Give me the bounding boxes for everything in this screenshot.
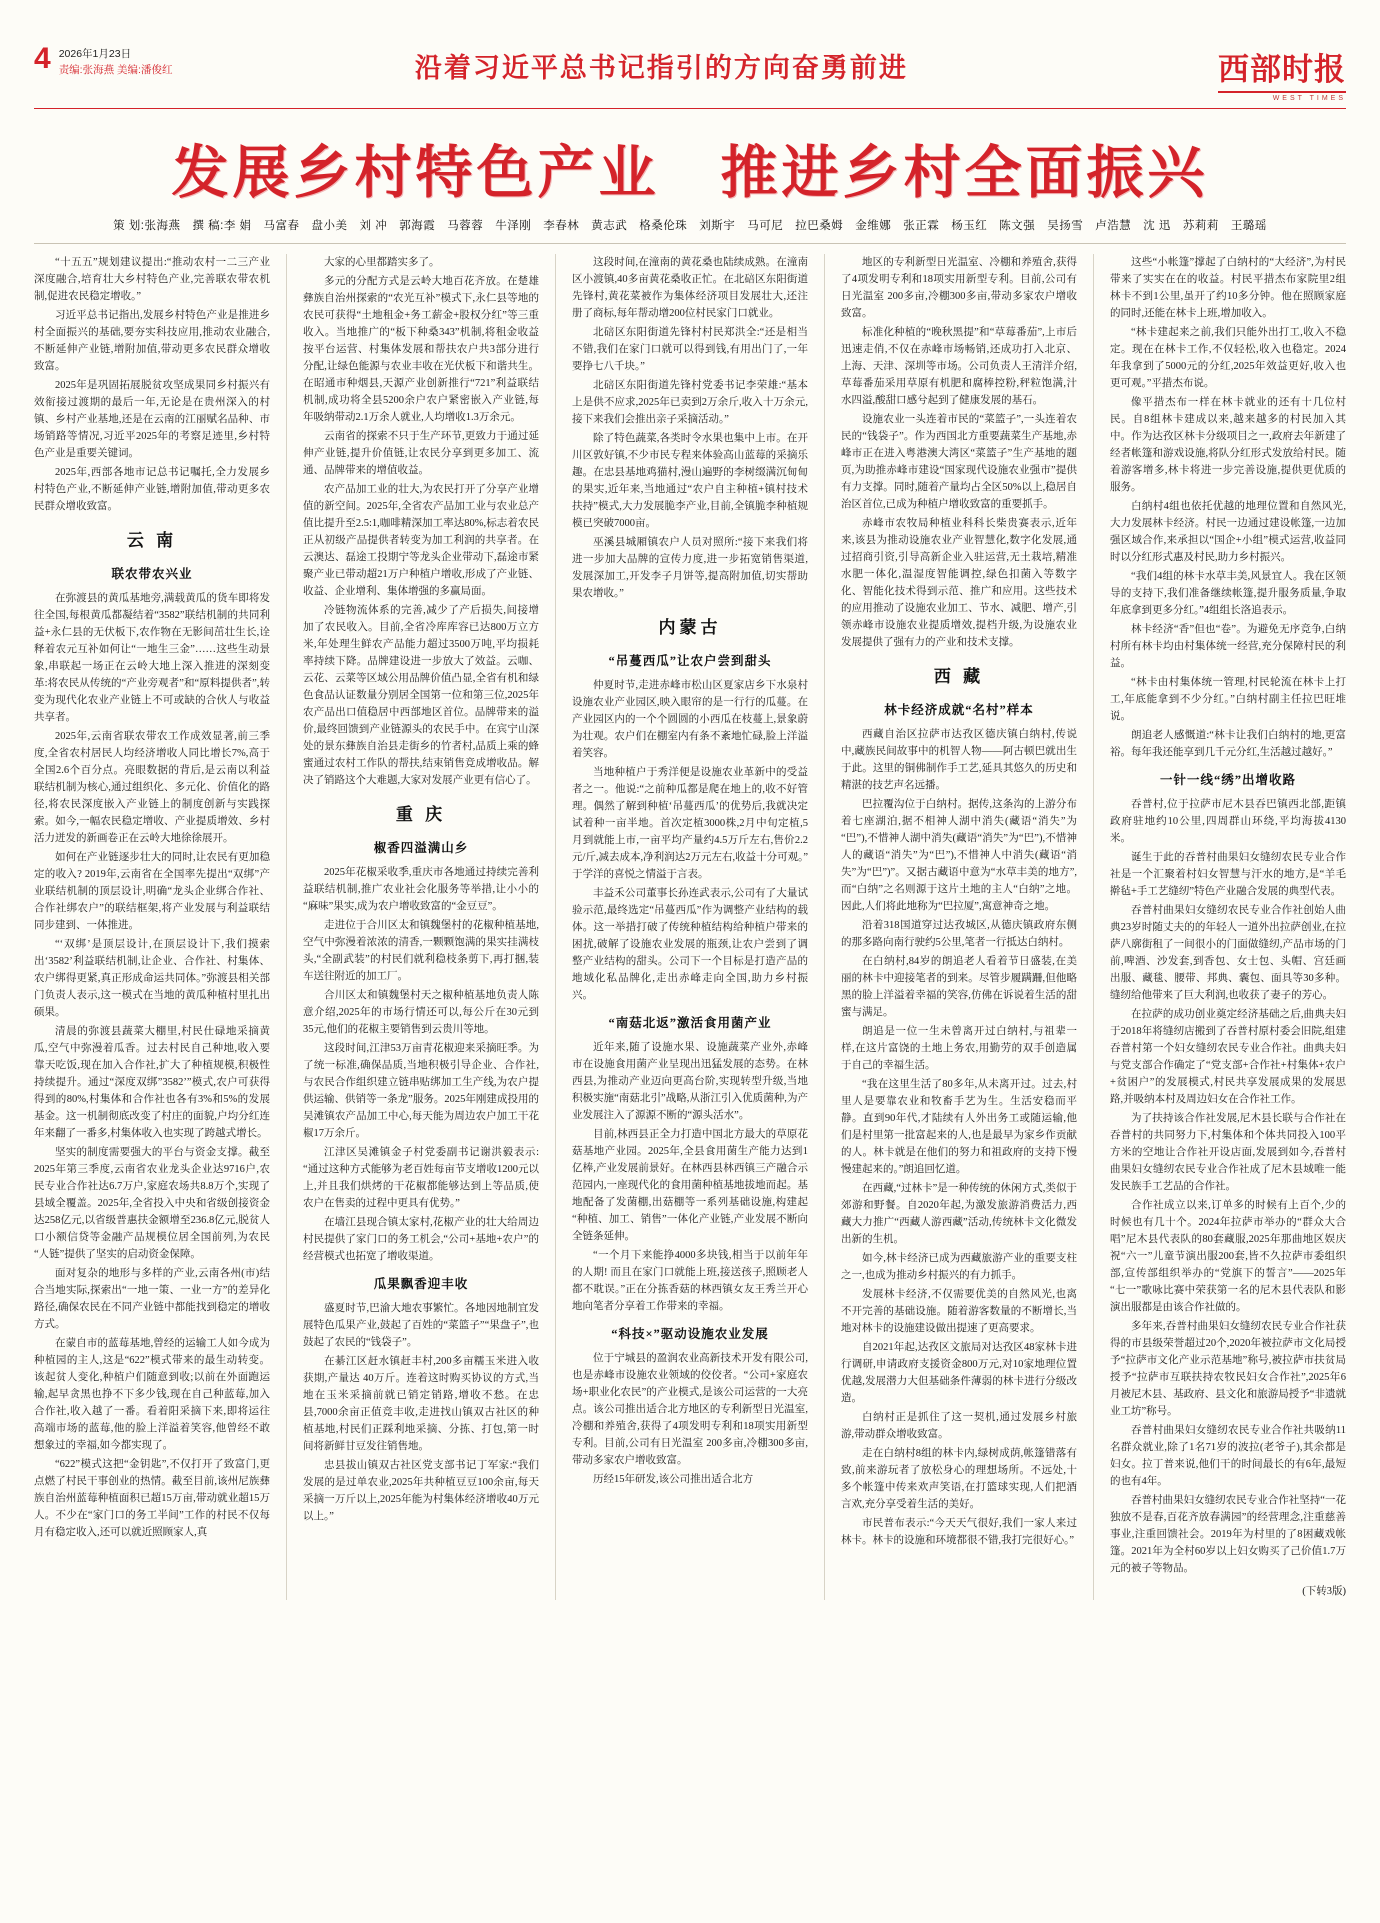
article-paragraph: 在墙江县现合镇太家村,花椒产业的壮大给周边村民提供了家门口的务工机会,“公司+基地+农户”的经营模式也拓宽了增收渠道。 <box>303 1216 539 1262</box>
subsection-heading: 椒香四溢满山乡 <box>373 840 469 855</box>
article-paragraph: 为了扶持该合作社发展,尼木县长联与合作社在吞普村的共同努力下,村集体和个体共同投入100平方米的空地让合作社开设店面,发展到如今,吞普村曲果妇女缝纫农民专业合作社成了尼木县域唯一能发民族手工艺品的合作社。 <box>1110 1113 1346 1193</box>
article-paragraph: 赤峰市农牧局种植业科科长柴贵赛表示,近年来,该县为推动设施农业产业智慧化,数字化发展,通过招商引资,引导高新企业入驻运营,无土栽培,精准水肥一体化,温湿度智能调控,绿色扣菌入等数字化、智能化技术得到示范、推广和应用。这些技术的应用推动了设施农业加工、节水、减肥、增产,引领赤峰市设施农业提质增效,提档升级,为设施农业发展提供了强有力的产业和技术支撑。 <box>841 518 1077 648</box>
article-paragraph: 多元的分配方式是云岭大地百花齐放。在楚雄彝族自治州探索的“农光互补”模式下,永仁县等地的农民可获得“土地租金+务工薪金+股权分红”等三重收入。当地推广的“板下种桑343”机制,将租金收益按平台运营、村集体发展和帮扶农户共3部分进行分配,让绿色能源与农业丰收在光伏板下和谐共生。在昭通市种烟县,天源产业创新推行“721”利益联结机制,成功将全县5200余户农户紧密嵌入产业链,每年吸纳带动2.1万余人就业,人均增收1.3万余元。 <box>303 276 539 423</box>
article-paragraph: 吞普村曲果妇女缝纫农民专业合作社创始人曲典23岁时随丈夫的的年轻人一道外出拉萨创业,在拉萨八廓街租了一间很小的门面做缝纫,产品市场的门前,啤酒、沙发套,到香包、女士包、头帽、宫廷画出服、藏毯、腰带、邦典、囊包、面具等30多种。缝纫给他带来了巨大利润,也收获了妻子的芳心。 <box>1110 905 1346 1002</box>
article-column <box>824 254 1077 1600</box>
article-paragraph: 除了特色蔬菜,各类时令水果也集中上市。在开川区敦好镇,不少市民专程来体验高山蓝莓的采摘乐趣。在忠县基地鸡猫村,漫山遍野的李树缀满沉甸甸的果实,近年来,当地通过“农户自主种植+镇村技术扶持”模式,大力发展脆李产业,目前,全镇脆李种植规模已突破7000亩。 <box>572 433 808 529</box>
brand-name-en: WEST TIMES <box>1272 95 1346 102</box>
article-paragraph: 2025年,西部各地市记总书记嘱托,全力发展乡村特色产业,不断延伸产业链,增附加值,带动更多农民群众增收致富。 <box>34 467 270 512</box>
byline: 策 划:张海燕 撰 稿:李 娟 马富春 盘小美 刘 冲 郭海霞 马蓉蓉 牛泽刚 李春林 黄志武 格桑伦珠 刘斯宇 马可尼 拉巴桑姆 金维娜 张正霖 杨玉红 陈文强 吴扬雪 卢浩慧 沈 迅 苏莉莉 王璐瑶 <box>113 220 1267 232</box>
article-paragraph: 合作社成立以来,订单多的时候有上百个,少的时候也有几十个。2024年拉萨市举办的“群众大合唱”尼木县代表队的80套藏服,2025年那曲地区娱庆祝“六一”儿童节演出服200套,皆不久拉萨市委组织部,宣传部组织举办的“党旗下的誓言”——2025年“七一”歌咏比赛中荣获第一名的尼木县代表队和影演出服都是由该合作社做的。 <box>1110 1200 1346 1314</box>
article-paragraph: 设施农业一头连着市民的“菜篮子”,一头连着农民的“钱袋子”。作为西国北方重要蔬菜生产基地,赤峰市正在进入粤港澳大湾区“菜篮子”生产基地的题页,为助推赤峰市建设“国家现代设施农业强市”提供有力支撑。同时,随着产量均占全区50%以上,稳居自治区首位,已成为种植户增收致富的重要抓手。 <box>841 414 1077 510</box>
masthead-divider <box>34 108 1346 109</box>
subsection-heading: “南菇北返”激活食用菌产业 <box>608 1015 772 1030</box>
article-paragraph: 走进位于合川区太和镇魏堡村的花椒种植基地,空气中弥漫着浓浓的清香,一颗颗饱满的果实挂满枝头,“全副武装”的村民们就利稳枝条剪下,再打捆,装车送往附近的加工厂。 <box>303 919 539 982</box>
article-paragraph: 这些“小帐篷”撑起了白纳村的“大经济”,为村民带来了实实在在的收益。村民平措杰布家院里2组林卡不到1公里,虽开了约10多分钟。他在照顾家庭的同时,还能在林卡上班,增加收入。 <box>1110 257 1346 319</box>
article-paragraph: 标准化种植的“晚秋黑提”和“草莓番茄”,上市后迅速走俏,不仅在赤峰市场畅销,还成功打入北京、上海、天津、深圳等市场。公司负责人王清洋介绍,草莓番茄采用草原有机肥和腐棒控粉,秤粒饱满,汁水四溢,酸甜口感兮起到了健康发展的基石。 <box>841 327 1077 406</box>
title-divider <box>34 243 1346 244</box>
subsection-heading: “吊蔓西瓜”让农户尝到甜头 <box>608 653 772 668</box>
article-paragraph: 吞普村曲果妇女缝纫农民专业合作社坚持“一花独放不是春,百花齐放春满园”的经营理念,注重慈善事业,注重回馈社会。2019年为村里的了8困藏戏帐篷。2021年为全村60岁以上妇女购买了己价值1.7万元的被子等物品。 <box>1110 1495 1346 1575</box>
article-paragraph: 江津区吴滩镇金子村党委副书记谢洪毅表示:“通过这种方式能够为老百姓每亩节支增收1200元以上,并且我们烘烤的干花椒都能够达到上等品质,使农户在售卖的过程中更具有优势。” <box>303 1146 539 1209</box>
article-paragraph: 地区的专利新型日光温室、冷棚和养殖舍,获得了4项发明专利和18项实用新型专利。目前,公司有日光温室 200多亩,冷棚300多亩,带动多家农户增收致富。 <box>841 257 1077 319</box>
article-paragraph: 在拉萨的成功创业奠定经济基础之后,曲典夫妇于2018年将缝纫店搬到了吞普村原村委会旧院,组建吞普村第一个妇女缝纫农民专业合作社。曲典夫妇与党支部合作确定了“党支部+合作社+村集体+农户+贫困户”的发展模式,村民共享发展成果的发展思路,并吸纳本村及周边妇女在合作社工作。 <box>1110 1009 1346 1106</box>
article-paragraph: “林卡建起来之前,我们只能外出打工,收入不稳定。现在在林卡工作,不仅轻松,收入也稳定。2024年我拿到了5000元的分红,2025年效益更好,收入也更可观。”平措杰布说。 <box>1110 327 1346 389</box>
article-paragraph: 2025年是巩固拓展脱贫攻坚成果同乡村振兴有效衔接过渡期的最后一年,无论是在贵州深入的村镇、乡村产业基地,还是在云南的江丽赋名品种、市场销路等情况,习近平2025年的考察足迹里,乡村特色产业是重要关键词。 <box>34 380 270 459</box>
header-slogan: 沿着习近平总书记指引的方向奋勇前进 <box>414 53 908 83</box>
article-paragraph: “十五五”规划建议提出:“推动农村一二三产业深度融合,培育壮大乡村特色产业,完善联农带农机制,促进农民稳定增收。” <box>34 257 270 302</box>
article-paragraph: 2025年花椒采收季,重庆市各地通过持续完善利益联结机制,推广农业社会化服务等举措,让小小的“麻味”果实,成为农户增收致富的“金豆豆”。 <box>303 866 539 912</box>
editor-credits: 责编:张海燕 美编:潘俊红 <box>58 63 173 76</box>
article-paragraph: 在蒙自市的蓝莓基地,曾经的运输工人如今成为种植园的主人,这是“622”模式带来的最生动转变。该起贫人变化,种植户们随意到收;以前在外面跑运输,起早贪黑也挣不下多少钱,现在自己种蓝莓,加入合作社,收入越了一番。看着阳采摘下来,即将运往高端市场的蓝莓,他的脸上洋溢着笑容,他曾经不敢想象过的幸福,如今都实现了。 <box>34 1337 270 1451</box>
article-paragraph: 林卡经济“香”但也“卷”。为避免无序竞争,白纳村所有林卡均由村集体统一经营,充分保障村民的利益。 <box>1110 624 1346 669</box>
region-heading: 西 藏 <box>933 667 985 686</box>
article-paragraph: “我们4组的林卡水草丰美,风景宜人。我在区领导的支持下,我们准备继续帐篷,提升服务质量,争取年底拿到更多分红。”4组组长洛追表示。 <box>1110 571 1346 616</box>
article-paragraph: 在綦江区赶水镇赶丰村,200多亩糯玉米进入收获期,产量达 40万斤。连着这时购买协议的方式,当地在玉米采摘前就已销定销路,增收不愁。在忠县,7000余亩正值竞丰收,走进找山镇双古社区的种植基地,村民们正踩利地采摘、分拣、打包,第一时间将新鲜甘豆发往销售地。 <box>303 1356 539 1453</box>
continued-note: (下转3版) <box>1302 1586 1346 1598</box>
subsection-heading: 联农带农兴业 <box>111 566 193 581</box>
article-paragraph: “‘双绑’是顶层设计,在顶层设计下,我们摸索出‘3582’利益联结机制,让企业、合作社、村集体、农户绑得更紧,真正形成命运共同体。”弥渡县相关部门负责人表示,这一模式在当地的黄瓜种植村里扎出硕果。 <box>34 938 270 1018</box>
article-paragraph: 市民普布表示:“今天天气很好,我们一家人来过林卡。林卡的设施和环境都很不错,我打完很好心。” <box>841 1517 1077 1546</box>
article-paragraph: 坚实的制度需要强大的平台与资金支撑。截至2025年第三季度,云南省农业龙头企业达9716户,农民专业合作社达6.7万户,家庭农场共8.8万个,实现了县域全覆盖。2025年,全省投入中央和省级创接资金达258亿元,以省级普惠扶金额增至236.8亿元,脱贫人口小额信贷等金融产品规模位居全国前列,为农民“人链”提供了坚实的启动资金保障。 <box>34 1146 270 1260</box>
article-paragraph: 目前,林西县正全力打造中国北方最大的草原花菇基地产业园。2025年,全县食用菌生产能力达到1亿棒,产业发展前景好。在林西县林西镇三产融合示范园内,一座现代化的食用菌种植基地拔地而起。基地配备了发菌棚,出菇棚等一系列基础设施,构建起“种植、加工、销售”一体化产业链,产业发展不断向全链条延伸。 <box>572 1129 808 1243</box>
article-paragraph: 当地种植户于秀洋便是设施农业革新中的受益者之一。他说:“之前种瓜都是爬在地上的,收不好管理。偶然了解到种植‘吊蔓西瓜’的优势后,我就决定试着种一亩半地。首次定植3000株,2月中旬定植,5月到就能上市,一亩平均产量约4.5万斤左右,售价2.2元/斤,减去成本,净利润达2万元左右,收益十分可观。”于学洋的喜悦之情溢于言表。 <box>572 766 808 880</box>
article-paragraph: 丰益禾公司董事长孙连武表示,公司有了大量试验示范,最终选定“吊蔓西瓜”作为调整产业结构的载体。这一举措打破了传统种植结构给种植户带来的困扰,破解了设施农业发展的瓶颈,让农户尝到了调整产业结构的甜头。公司下一个目标是打造产品的地域化私品牌化,走出赤峰走向全国,助力乡村振兴。 <box>572 887 808 1001</box>
article-paragraph: 合川区太和镇魏堡村天之椒种植基地负责人陈意介绍,2025年的市场行情还可以,每公斤在30元到35元,他们的花椒主要销售到云贵川等地。 <box>303 989 539 1035</box>
article-paragraph: 北碚区东阳街道先锋村村民郑洪全:“还是相当不错,我们在家门口就可以得到钱,有用出门了,一年要挣七八千块。” <box>572 327 808 372</box>
article-paragraph: 西藏自治区拉萨市达孜区德庆镇白纳村,传说中,藏族民间故事中的机智人物——阿古顿巴就出生于此。这里的铜佛制作手工艺,延具其悠久的历史和精湛的技艺声名远播。 <box>841 728 1077 791</box>
article-paragraph: 北碚区东阳街道先锋村党委书记李荣雄:“基本上是供不应求,2025年已卖到2万余斤,收入十万余元,接下来我们会推出亲子采摘活动。” <box>572 380 808 425</box>
article-paragraph: 朗追老人感慨道:“林卡让我们白纳村的地,更富裕。每年我还能享到几千元分红,生活越过越好。” <box>1110 730 1346 758</box>
page-title: 发展乡村特色产业 推进乡村全面振兴 <box>171 142 1209 205</box>
article-paragraph: 如何在产业链逐步壮大的同时,让农民有更加稳定的收入? 2019年,云南省在全国率先提出“双绑”产业联结机制的顶层设计,明确“龙头企业绑合作社、合作社绑农户”的联结框架,将产业发展与利益联结同步建到、一体推进。 <box>34 851 270 931</box>
region-heading: 内蒙古 <box>658 618 722 637</box>
article-paragraph: 在弥渡县的黄瓜基地旁,满载黄瓜的货车即将发往全国,每根黄瓜都凝结着“3582”联结机制的共同利益+永仁县的无伏板下,农作物在无影间茁壮生长,诠释着农元互补如何让“一地生三金”……这些生动景象,串联起一场正在云岭大地上深入推进的深刻变革:将农民从传统的“产业旁观者”和“原料提供者”,转变为现代化农业产业链上不可或缺的合伙人与收益共享者。 <box>34 592 270 723</box>
article-paragraph: 2025年,云南省联农带农工作成效显著,前三季度,全省农村居民人均经济增收人同比增长7%,高于全国2.6个百分点。亮眼数据的背后,是云南以利益联结机制为核心,通过组织化、多元化、价值化的路径,将农民深度嵌入产业链上的制度创新与实践探索。如今,一幅农民稳定增收、产业提质增效、乡村活力迸发的新画卷正在云岭大地徐徐展开。 <box>34 730 270 844</box>
newspaper-brand <box>1136 44 1346 102</box>
article-paragraph: 冷链物流体系的完善,减少了产后损失,间接增加了农民收入。目前,全省冷库库容已达800万立方米,年处理生鲜农产品能力超过3500万吨,平均损耗率持续下降。品牌建设进一步放大了效益。云咖、云花、云菜等区域公用品牌价值凸显,全省有机和绿色食品认证数量分别居全国第一位和第三位,2025年农产品出口值稳居中西部地区首位。品牌带来的溢价,最终回馈到产业链源头的农民手中。在宾宁山深处的景东彝族自治县走街乡的竹者村,品质上乘的蜂蜜通过农村工作队的帮扶,结束销售竞成增收品。解决了销路这个大难题,大家对发展产业更有信心了。 <box>303 605 539 786</box>
subsection-heading: 林卡经济成就“名村”样本 <box>884 702 1034 717</box>
article-paragraph: “一个月下来能挣4000多块钱,相当于以前年年的人期! 而且在家门口就能上班,接送孩子,照顾老人都不耽误。”正在分拣香菇的林西镇女友王秀兰开心地向笔者分享着工作带来的幸福。 <box>572 1250 808 1313</box>
article-paragraph: 云南省的探索不只于生产环节,更致力于通过延伸产业链,提升价值链,让农民分享到更多加工、流通、品牌带来的增值收益。 <box>303 431 539 476</box>
subsection-heading: “科技×”驱动设施农业发展 <box>611 1327 769 1342</box>
article-paragraph: 历经15年研发,该公司推出适合北方 <box>593 1474 754 1486</box>
article-paragraph: “我在这里生活了80多年,从未离开过。过去,村里人是要靠农业和牧畜手艺为生。生活安稳而平静。直到90年代,才陆续有人外出务工或随运输,他们是村里第一批富起来的人,也是最早为家乡作贡献的人。林卡就是在他们的努力和祖政府的支持下慢慢建起来的。”朗追回忆道。 <box>841 1078 1077 1175</box>
brand-name-cn: 西部时报 <box>1218 44 1346 93</box>
article-paragraph: 发展林卡经济,不仅需要优美的自然风光,也离不开完善的基础设施。随着游客数量的不断增长,当地对林卡的设施建设做出提速了更高要求。 <box>841 1288 1077 1334</box>
article-paragraph: 这段时间,江津53万亩青花椒迎来采摘旺季。为了统一标准,确保品质,当地积极引导企业、合作社,与农民合作组织建立链串贴绑加工生产线,为农户提供运输、供销等一条龙”服务。2025年刚建成投用的吴滩镇农产品加工中心,每天能为周边农户加工干花椒17万余斤。 <box>303 1042 539 1139</box>
masthead <box>0 0 1380 102</box>
article-paragraph: 盛夏时节,巴渝大地农事繁忙。各地因地制宜发展特色瓜果产业,鼓起了百姓的“菜篮子”“果盘子”,也鼓起了农民的“钱袋子”。 <box>303 1303 539 1349</box>
region-heading: 云 南 <box>126 531 178 550</box>
article-paragraph: 农产品加工业的壮大,为农民打开了分享产业增值的新空间。2025年,全省农产品加工业与农业总产值比提升至2.5:1,咖啡精深加工率达80%,标志着农民正从初级产品提供者转变为加工利润的共享者。在云澳达、磊途工投期宁等龙头企业带动下,磊途市紧聚产业已带动超21万户种植户增收,形成了产业链、收益、企业增利、集体增强的多赢局面。 <box>303 484 539 597</box>
article-paragraph: 朗追是一位一生未曾离开过白纳村,与祖辈一样,在这片富饶的土地上务农,用勤劳的双手创造属于自己的幸福生活。 <box>841 1025 1077 1071</box>
article-paragraph: 白纳村4组也依托优越的地理位置和自然风光,大力发展林卡经济。村民一边通过建设帐篷,一边加强区域合作,来承担以“国企+小组”模式运营,收益同时以分红形式惠及村民,助力乡村振兴。 <box>1110 501 1346 563</box>
article-paragraph: 沿着318国道穿过达孜城区,从德庆镇政府东侧的那多路向南行驶约5公里,笔者一行抵达白纳村。 <box>841 919 1077 948</box>
article-paragraph: 自2021年起,达孜区文旅局对达孜区48家林卡进行调研,申请政府支援资金800万元,对10家地理位置优越,发展潜力大但基础条件薄弱的林卡进行分级改造。 <box>841 1341 1077 1404</box>
article-paragraph: “林卡由村集体统一管理,村民轮流在林卡上打工,年底能拿到不少分红。”白纳村副主任拉巴旺堆说。 <box>1110 677 1346 722</box>
article-columns <box>0 254 1380 1630</box>
subsection-heading: 瓜果飘香迎丰收 <box>373 1276 469 1291</box>
article-paragraph: 习近平总书记指出,发展乡村特色产业是推进乡村全面振兴的基础,要夯实科技应用,推动农业融合,不断延伸产业链,增附加值,带动更多农民群众增收致富。 <box>34 310 270 372</box>
article-column <box>555 254 808 1600</box>
article-paragraph: 位于宁城县的盈润农业高新技术开发有限公司,也是赤峰市设施农业领域的佼佼者。“公司+家庭农场+职业化农民”的产业模式,是该公司运营的一大亮点。该公司推出适合北方地区的专利新型日光温室,冷棚和养殖舍,获得了4项发明专利和18项实用新型专利。目前,公司有日光温室 200多亩,冷棚300多亩,带动多家农户增收致富。 <box>572 1353 808 1467</box>
article-column <box>34 254 270 1600</box>
article-paragraph: 大家的心里都踏实多了。 <box>324 257 440 268</box>
article-paragraph: 巴拉覆沟位于白纳村。据传,这条沟的上游分布着七座湖泊,据不相神人湖中消失(藏语“消失”为“巴”),不惜神人湖中消失(藏语“消失”为“巴”),不惜神人的藏语“消失”为“巴”),不惜神人中消失(藏语“消失”为“巴”)”。又据古藏语中意为“水草丰美的地方”,而“白纳”之名则源于这片土地的主人“白纳”之地。因此,人们将此地称为“巴拉厦”,寓意神奇之地。 <box>841 798 1077 912</box>
article-column <box>286 254 539 1600</box>
date-editor-block <box>59 44 187 79</box>
article-column <box>1093 254 1346 1600</box>
article-paragraph: 吞普村曲果妇女缝纫农民专业合作社共吸纳11名群众就业,除了1名71岁的波拉(老爷子),其余都是妇女。拉丁普来说,他们干的时间最长的有6年,最短的也有4年。 <box>1110 1425 1346 1488</box>
article-paragraph: 像平措杰布一样在林卡就业的还有十几位村民。自8组林卡建成以来,越来越多的村民加入其中。作为达孜区林卡分级项目之一,政府去年新建了经者帐篷和游戏设施,将队分红形式发放给村民。随着游客增多,林卡将进一步完善设施,提供更优质的服务。 <box>1110 397 1346 493</box>
article-paragraph: 如今,林卡经济已成为西藏旅游产业的重要支柱之一,也成为推动乡村振兴的有力抓手。 <box>841 1252 1077 1281</box>
article-paragraph: 仲夏时节,走进赤峰市松山区夏家店乡下水泉村设施农业产业园区,映入眼帘的是一行行的瓜蔓。在产业园区内的一个个圆圆的小西瓜在枝蔓上,景象蔚为壮观。农户们在棚室内有条不紊地忙碌,脸上洋溢着笑容。 <box>572 679 808 759</box>
article-paragraph: 多年来,吞普村曲果妇女缝纫农民专业合作社获得的市县级荣誉超过20个,2020年被拉萨市文化局授予“拉萨市文化产业示范基地”称号,被拉萨市扶贫局授予“拉萨市互联扶持农牧民妇女合作社”,2025年6月被尼木县、基政府、县文化和旅游局授予“非遗就业工坊”称号。 <box>1110 1321 1346 1418</box>
region-heading: 重 庆 <box>395 805 447 824</box>
article-paragraph: 白纳村正是抓住了这一契机,通过发展乡村旅游,带动群众增收致富。 <box>841 1411 1077 1440</box>
article-paragraph: “622”模式这把“金钥匙”,不仅打开了致富门,更点燃了村民干事创业的热情。截至目前,该州尼族彝族自治州蓝莓种植面积已超15万亩,带动就业超15万人。不少在“家门口的务工半间”工作的村民不仅每月有稳定收入,还可以就近照顾家人,真 <box>34 1458 270 1538</box>
article-paragraph: 巫溪县城厢镇农户人员对照所:“接下来我们将进一步加大品牌的宣传力度,进一步拓宽销售渠道,发展深加工,开发李子月饼等,提高附加值,切实帮助果农增收。” <box>572 537 808 599</box>
article-paragraph: 清晨的弥渡县蔬菜大棚里,村民仕碌地采摘黄瓜,空气中弥漫着瓜香。过去村民自己种地,收入要靠天吃饭,现在加入合作社,扩大了种植规模,积极性持续提升。通过“深度双绑”3582’”模式,农户可获得得到的80%,村集体和合作社也各有3%和5%的发展基金。这一机制彻底改变了村庄的面貌,户均分红连年来翻了一番多,村集体收入也实现了跨越式增长。 <box>34 1025 270 1139</box>
article-paragraph: 近年来,随了设施水果、设施蔬菜产业外,赤峰市在设施食用菌产业呈现出迅猛发展的态势。在林西县,为推动产业迈向更高台阶,实现转型升级,当地积极实施“南菇北引”战略,从浙江引入优质菌种,为产业发展注入了源源不断的“源头活水”。 <box>572 1042 808 1122</box>
article-paragraph: 忠县拔山镇双古社区党支部书记丁军家:“我们发展的是过单农业,2025年共种植豆豆100余亩,每天采摘一万斤以上,2025年能为村集体经济增收40万元以上。” <box>303 1460 539 1523</box>
article-paragraph: 诞生于此的吞普村曲果妇女缝纫农民专业合作社是一个汇聚着村妇女智慧与汗水的地方,是“羊毛擀毡+手工艺缝纫”特色产业融合发展的典型代表。 <box>1110 852 1346 898</box>
article-paragraph: 在白纳村,84岁的朗追老人看着节日盛装,在美丽的林卡中迎接笔者的到来。尽管步履蹒跚,但他略黑的脸上洋溢着幸福的笑容,仿佛在诉说着生活的甜蜜与满足。 <box>841 955 1077 1018</box>
article-paragraph: 走在白纳村8组的林卡内,绿树成荫,帐篷错落有致,前来游玩者了放松身心的理想场所。不远处,十多个帐篷中传来欢声笑语,在打篮球实现,人们把酒言欢,充分享受着生活的美好。 <box>841 1447 1077 1510</box>
article-paragraph: 面对复杂的地形与多样的产业,云南各州(市)结合当地实际,探索出“一地一策、一业一方”的差异化路径,确保农民在不同产业链中都能找到稳定的增收方式。 <box>34 1267 270 1330</box>
subsection-heading: 一针一线“绣”出增收路 <box>1159 773 1296 787</box>
page-number: 4 <box>34 42 51 75</box>
publish-date: 2026年1月23日 <box>58 48 132 60</box>
article-paragraph: 这段时间,在潼南的黄花桑也陆续成熟。在潼南区小渡镇,40多亩黄花桑收正忙。在北碚区东阳街道先锋村,黄花菜被作为集体经济项目发展壮大,还注册了商标,每年帮动增200位村民家门口就业。 <box>572 257 808 319</box>
article-paragraph: 在西藏,“过林卡”是一种传统的休闲方式,类似于郊游和野餐。自2020年起,为激发旅游消费活力,西藏大力推广“西藏人游西藏”活动,传统林卡文化微发出新的生机。 <box>841 1182 1077 1245</box>
article-paragraph: 吞普村,位于拉萨市尼木县吞巴镇西北部,距镇政府驻地约10公里,四周群山环绕,平均海拔4130米。 <box>1110 799 1346 845</box>
